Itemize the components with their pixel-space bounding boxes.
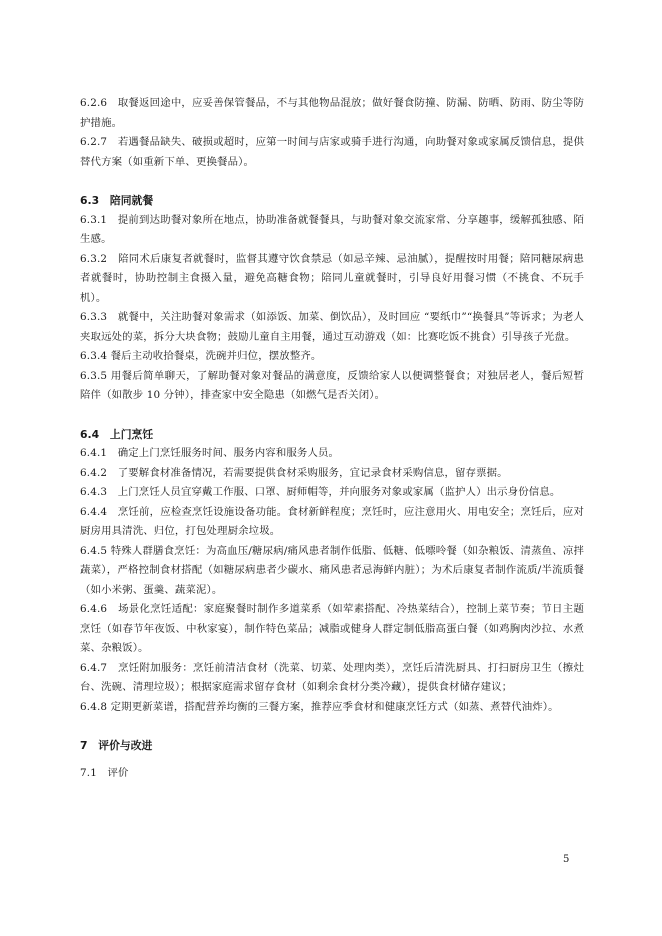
- clause-7-1: 7.1 评价: [80, 766, 129, 779]
- clause-6-4-5: 6.4.5 特殊人群膳食烹饪：为高血压/糖尿病/痛风患者制作低脂、低糖、低嘌呤餐（如杂粮饭、清蒸鱼、凉拌蔬菜），严格控制食材搭配（如糖尿病患者少碳水、痛风患者忌海鲜内脏）；为术后康复者制作流质/半流质餐（如小米粥、蛋羹、蔬菜泥）。: [80, 544, 584, 596]
- spacer: [80, 717, 584, 736]
- section-heading-6-4: 6.4 上门烹饪: [80, 427, 154, 441]
- spacer: [80, 406, 584, 425]
- spacer: [80, 756, 584, 764]
- clause-6-2-6: 6.2.6 取餐返回途中，应妥善保管餐品，不与其他物品混放；做好餐食防撞、防漏、防晒、防雨、防尘等防护措施。: [80, 97, 584, 129]
- clause-6-4-6: 6.4.6 场景化烹饪适配：家庭聚餐时制作多道菜系（如荤素搭配、冷热菜结合），控制上菜节奏；节日主题烹饪（如春节年夜饭、中秋家宴），制作特色菜品；减脂或健身人群定制低脂高蛋白餐（如鸡胸肉沙拉、水煮菜、杂粮饭）。: [80, 603, 584, 654]
- clause-6-4-4: 6.4.4 烹饪前，应检查烹饪设施设备功能。食材新鲜程度；烹饪时，应注意用火、用电安全；烹饪后，应对厨房用具清洗、归位，打包处理厨余垃圾。: [80, 505, 584, 537]
- clause-6-4-2: 6.4.2 了要解食材准备情况，若需要提供食材采购服务，宜记录食材采购信息，留存票据。: [80, 466, 508, 479]
- clause-6-3-2: 6.3.2 陪同术后康复者就餐时，监督其遵守饮食禁忌（如忌辛辣、忌油腻），提醒按时用餐；陪同糖尿病患者就餐时，协助控制主食摄入量，避免高糖食物；陪同儿童就餐时，引导良好用餐习惯（不挑食、不玩手机）。: [80, 252, 584, 304]
- page-number: 5: [563, 854, 570, 865]
- clause-6-3-3: 6.3.3 就餐中，关注助餐对象需求（如添饭、加菜、倒饮品），及时回应 “要纸巾”“换餐具”等诉求；为老人夹取远处的菜，拆分大块食物；鼓励儿童自主用餐，通过互动游戏（如：比赛吃饭不挑食）引导孩子光盘。: [80, 311, 584, 343]
- clause-6-3-5: 6.3.5 用餐后简单聊天，了解助餐对象对餐品的满意度，反馈给家人以便调整餐食；对独居老人，餐后短暂陪伴（如散步 10 分钟），排查家中安全隐患（如燃气是否关闭）。: [80, 369, 584, 401]
- section-heading-7: 7 评价与改进: [80, 739, 153, 752]
- clause-6-4-1: 6.4.1 确定上门烹饪服务时间、服务内容和服务人员。: [80, 447, 340, 459]
- clause-6-4-3: 6.4.3 上门烹饪人员宜穿戴工作服、口罩、厨师帽等，并向服务对象或家属（监护人）出示身份信息。: [80, 486, 561, 498]
- page-body: [80, 94, 584, 783]
- clause-6-2-7: 6.2.7 若遇餐品缺失、破损或超时，应第一时间与店家或骑手进行沟通，向助餐对象或家属反馈信息，提供替代方案（如重新下单、更换餐品）。: [80, 136, 584, 168]
- clause-6-3-4: 6.3.4 餐后主动收拾餐桌，洗碗并归位，摆放整齐。: [80, 350, 322, 362]
- spacer: [80, 172, 584, 191]
- clause-6-4-8: 6.4.8 定期更新菜谱，搭配营养均衡的三餐方案，推荐应季食材和健康烹饪方式（如蒸、煮替代油炸）。: [80, 700, 559, 713]
- section-heading-6-3: 6.3 陪同就餐: [80, 194, 154, 207]
- clause-6-3-1: 6.3.1 提前到达助餐对象所在地点，协助准备就餐餐具，与助餐对象交流家常、分享趣事，缓解孤独感、陌生感。: [80, 213, 584, 245]
- clause-6-4-7: 6.4.7 烹饪附加服务：烹饪前清洁食材（洗菜、切菜、处理肉类），烹饪后清洗厨具、打扫厨房卫生（擦灶台、洗碗、清理垃圾）；根据家庭需求留存食材（如剩余食材分类冷藏），提供食材储存建议；: [80, 661, 584, 693]
